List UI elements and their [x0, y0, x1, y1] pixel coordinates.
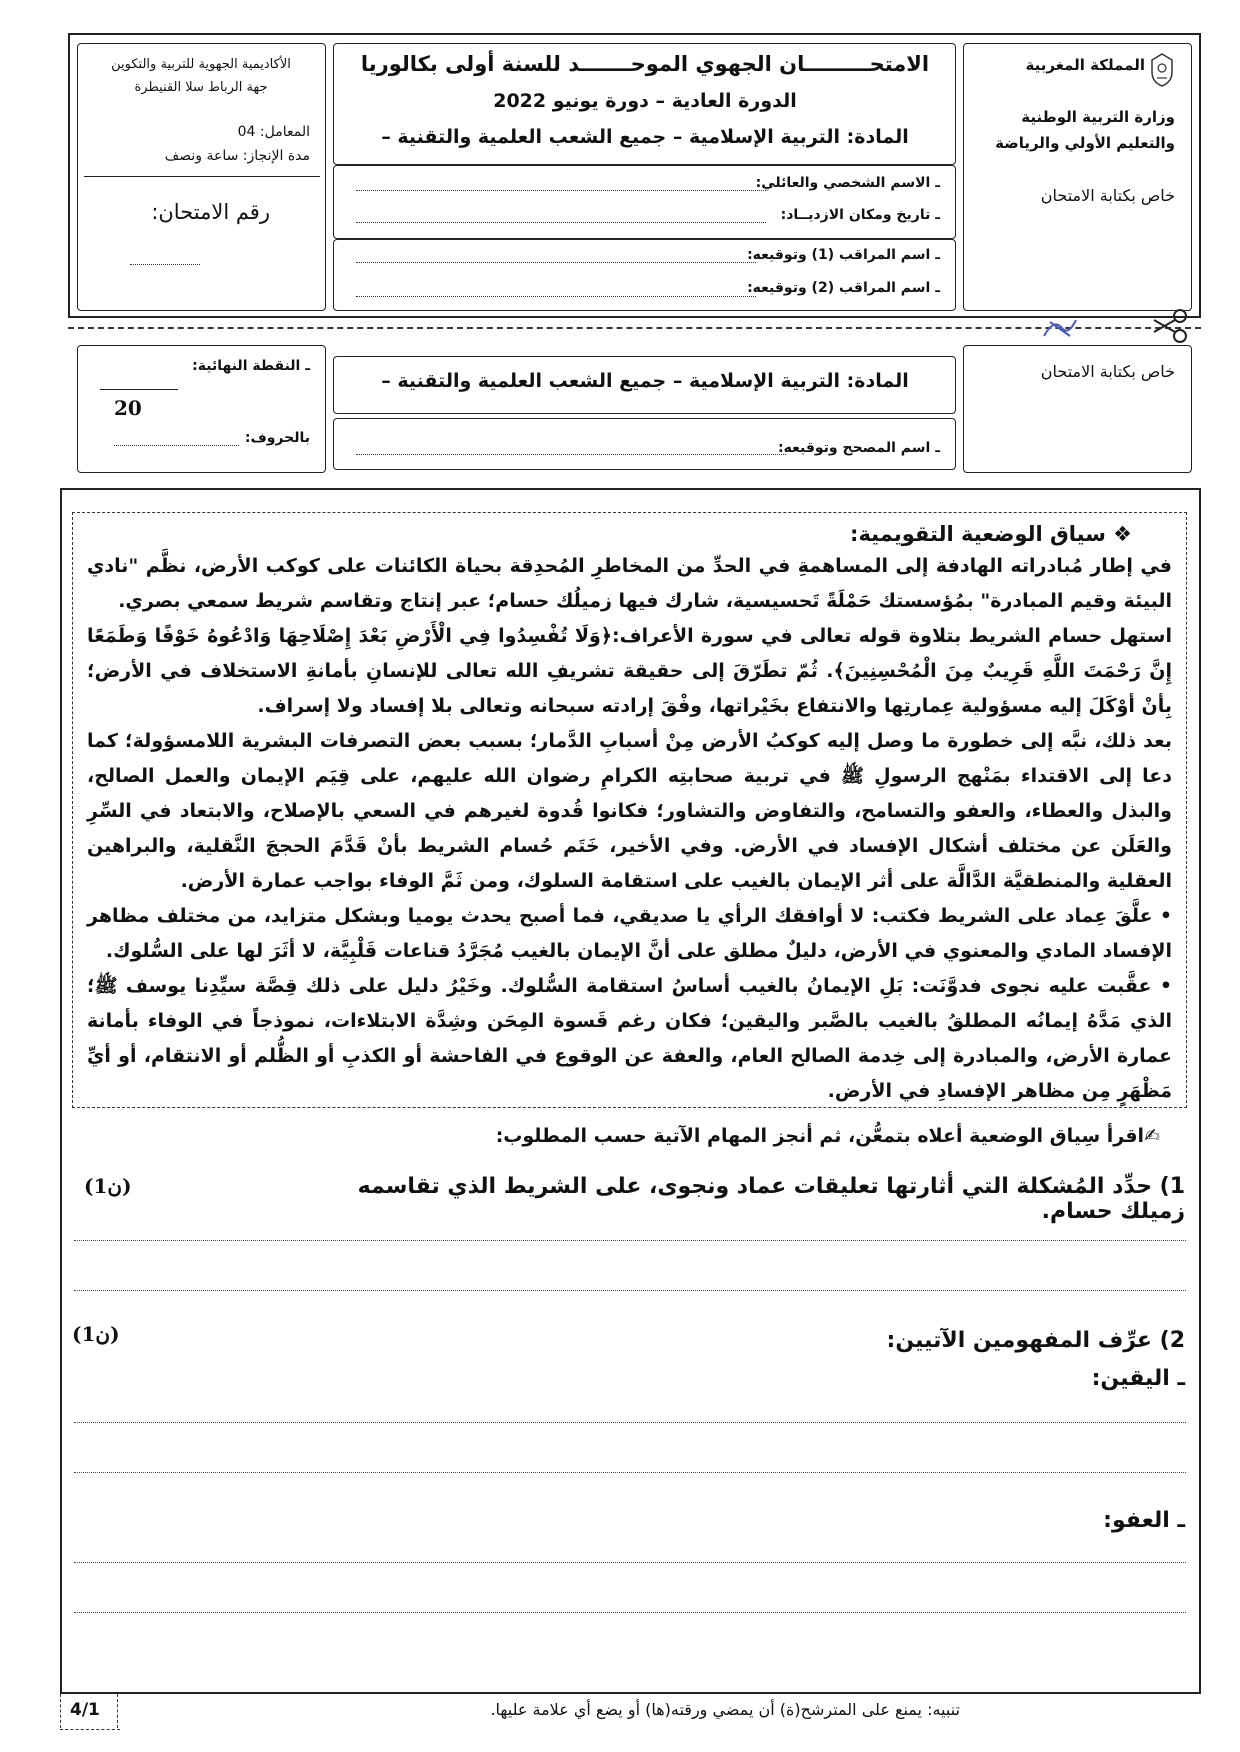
question-1-text: 1) حدِّد المُشكلة التي أثارتها تعليقات عماد ونجوى، على الشريط الذي تقاسمه زميلك حسام. [357, 1174, 1185, 1224]
situation-paragraph-5: • عقَّبت عليه نجوى فدوَّنَت: بَلِ الإيمانُ بالغيب أساسُ استقامة السُّلوك. وخَيْرُ دليل على ذلك قِصَّة سيِّدِنا يوسف ﷺ؛ الذي مَدَّهُ إيمانُه المطلقُ بالغيب بالصَّبر واليقين؛ فكان رغم قَسوة المِحَن وشِدَّة الابتلاءات، نموذجاً في الوفاء بأمانة عمارة الأرض، والمبادرة إلى خِدمة الصالح العام، والعفة عن الوقوع في الفاحشة أو الكذبِ أو الظُّلم أو الانتقام، أو أيِّ مَظْهَرٍ مِن مظاهر الإفسادِ في الأرض. [87, 975, 1172, 1102]
coefficient: المعامل: 04 [237, 124, 310, 140]
reserved-label: خاص بكتابة الامتحان [1040, 186, 1175, 205]
exam-session: الدورة العادية – دورة يونيو 2022 [493, 90, 797, 112]
name-label: ـ الاسم الشخصي والعائلي: [755, 175, 940, 191]
question-2-text: 2) عرِّف المفهومين الآتيين: [886, 1328, 1185, 1353]
exam-number-label: رقم الامتحان: [151, 200, 270, 224]
situation-paragraph-4: • علَّقَ عِماد على الشريط فكتب: لا أوافقك الرأي يا صديقي، فما أصبح يحدث يوميا وبشكل متزايد، من مختلف مظاهر الإفساد المادي والمعنوي في الأرض، دليلٌ مطلق على أنَّ الإيمان بالغيب مُجَرَّدُ قناعات قَلْبِيَّة، لا أثَرَ لها على السُّلوك. [87, 905, 1172, 962]
answer-line[interactable] [74, 1290, 1186, 1291]
page-number: 4/1 [70, 1700, 100, 1720]
ministry-line2: والتعليم الأولي والرياضة [995, 134, 1175, 152]
concept-certainty-label: ـ اليقين: [1091, 1366, 1185, 1391]
situation-paragraph-1: في إطار مُبادراته الهادفة إلى المساهمةِ في الحدِّ من المخاطرِ المُحدِقة بحياة الكائنات على كوكب الأرض، نظَّم "نادي البيئة وقيم المبادرة" بمُؤسستك حَمْلَةً تَحسيسية، شارك فيها زميلُك حسام؛ عبر إنتاج وتقاسم شريط سمعي بصري. [87, 555, 1172, 612]
in-letters-field[interactable] [114, 445, 239, 446]
grade-numerator-line[interactable] [100, 389, 178, 390]
lower-reserved-label: خاص بكتابة الامتحان [1040, 362, 1175, 381]
question-2-points: (1ن) [72, 1322, 120, 1346]
situation-box [72, 512, 1187, 1108]
concept-forgiveness-label: ـ العفو: [1103, 1508, 1185, 1533]
academy-divider [84, 176, 320, 177]
max-score: 20 [114, 396, 142, 420]
scissors-icon [1150, 306, 1190, 346]
situation-heading: ❖ سياق الوضعية التقويمية: [850, 522, 1132, 546]
academy-line2: جهة الرباط سلا القنيطرة [134, 80, 268, 95]
birth-field[interactable] [356, 222, 766, 223]
corrector-field[interactable] [356, 454, 786, 455]
mark-scribble-icon [1040, 316, 1080, 340]
final-grade-label: ـ النقطة النهائية: [192, 358, 310, 374]
footer-notice: تنبيه: يمنع على المترشح(ة) أن يمضي ورقته(ها) أو يضع أي علامة عليها. [490, 1700, 960, 1719]
footer-dash-line [60, 1729, 120, 1730]
corrector-label: ـ اسم المصحح وتوقيعه: [778, 440, 940, 456]
ministry-line1: وزارة التربية الوطنية [1021, 108, 1175, 126]
question-1-points: (1ن) [84, 1174, 132, 1198]
cut-line [68, 327, 1201, 329]
answer-line[interactable] [74, 1562, 1186, 1563]
exam-subject: المادة: التربية الإسلامية – جميع الشعب العلمية والتقنية – [381, 126, 909, 148]
answer-line[interactable] [74, 1612, 1186, 1613]
situation-paragraph-2: استهل حسام الشريط بتلاوة قوله تعالى في سورة الأعراف:﴿وَلَا تُفْسِدُوا فِي الْأَرْضِ بَعْدَ إِصْلَاحِهَا وَادْعُوهُ خَوْفًا وَطَمَعًا إِنَّ رَحْمَتَ اللَّهِ قَرِيبٌ مِنَ الْمُحْسِنِينَ﴾. ثُمّ تطَرّقَ إلى حقيقة تشريفِ الله تعالى للإنسانِ بأمانةِ الاستخلاف في الأرض؛ بِأنْ أوْكَلَ إليه مسؤولية عِمارتِها والانتفاع بخَيْراتها، وفْقَ إرادته سبحانه وتعالى بلا إفساد ولا إسراف. [87, 625, 1172, 717]
duration: مدة الإنجاز: ساعة ونصف [164, 148, 310, 164]
answer-line[interactable] [74, 1422, 1186, 1423]
birth-label: ـ تاريخ ومكان الازديــاد: [780, 207, 940, 223]
kingdom-label: المملكة المغربية [1025, 56, 1145, 74]
academy-line1: الأكاديمية الجهوية للتربية والتكوين [111, 57, 291, 72]
proctor2-field[interactable] [356, 296, 756, 297]
emblem-icon [1148, 52, 1176, 88]
exam-title: الامتحـــــــــان الجهوي الموحـــــــد للسنة أولى بكالوريا [360, 52, 930, 76]
exam-number-field[interactable] [130, 264, 200, 265]
lower-subject: المادة: التربية الإسلامية – جميع الشعب العلمية والتقنية – [381, 370, 909, 392]
answer-line[interactable] [74, 1472, 1186, 1473]
proctor1-label: ـ اسم المراقب (1) وتوقيعه: [747, 247, 940, 263]
in-letters-label: بالحروف: [244, 430, 310, 446]
proctor1-field[interactable] [356, 262, 756, 263]
situation-paragraph-3: بعد ذلك، نبَّه إلى خطورة ما وصل إليه كوكبُ الأرض مِنْ أسبابِ الدَّمار؛ بسبب بعض التصرفات البشرية اللامسؤولة؛ كما دعا إلى الاقتداء بمَنْهج الرسولِ ﷺ في تربية صحابتِه الكرامِ رضوان الله عليهم، على قِيَم الإيمان والعمل الصالح، والبذل والعطاء، والعفو والتسامح، والتفاوض والتشاور؛ فكانوا قُدوة لغيرهم في السعي بالإصلاح، والابتعاد في السِّرِ والعَلَن عن مختلف أشكال الإفساد في الأرض. وفي الأخير، خَتَم حُسام الشريط بأنْ قَدَّمَ الحججَ النَّقلية، والبراهين العقلية والمنطقيَّة الدَّالَّة على أثر الإيمان بالغيب على استقامة السلوك، ومن ثَمَّ الوفاء بواجب عمارة الأرض. [87, 730, 1172, 892]
name-field[interactable] [356, 190, 766, 191]
proctor2-label: ـ اسم المراقب (2) وتوقيعه: [747, 280, 940, 296]
instruction: ✍اقرأ سِياق الوضعية أعلاه بتمعُّن، ثم أنجز المهام الآتية حسب المطلوب: [495, 1125, 1160, 1147]
answer-line[interactable] [74, 1240, 1186, 1241]
